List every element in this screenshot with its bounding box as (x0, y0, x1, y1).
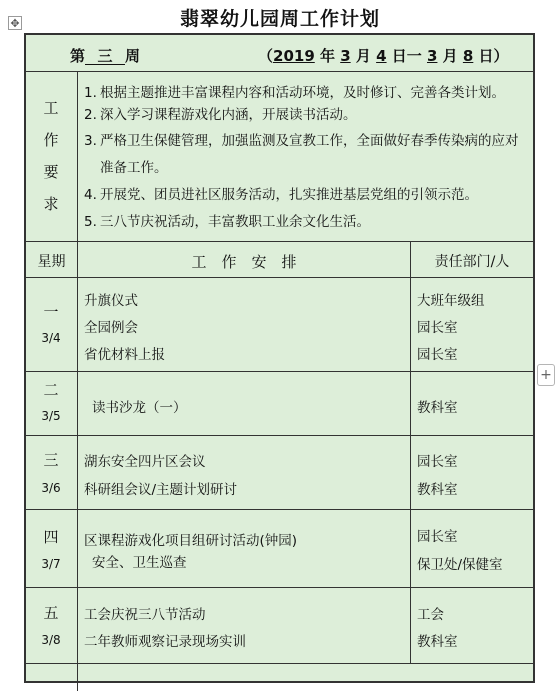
day-name: 四 (43, 528, 59, 546)
row-divider (26, 509, 533, 510)
task-item: 二年教师观察记录现场实训 (84, 634, 246, 650)
task-item: 湖东安全四片区会议 (84, 454, 206, 470)
requirement-item: 1. 根据主题推进丰富课程内容和活动环境，及时修订、完善各类计划。 (84, 85, 505, 101)
task-item: 区课程游戏化项目组研讨活动(钟园) (84, 533, 298, 549)
requirement-item: 4. 开展党、团员进社区服务活动，扎实推进基层党组的引领示范。 (84, 187, 478, 203)
requirement-item-continued: 准备工作。 (100, 160, 168, 176)
day-date: 3/6 (41, 481, 61, 495)
requirements-label-char: 要 (43, 163, 59, 181)
owner-item: 教科室 (417, 400, 458, 416)
day-name: 三 (43, 451, 59, 469)
task-item: 全园例会 (84, 320, 138, 336)
row-divider (26, 435, 533, 436)
day-date: 3/5 (41, 409, 61, 423)
day-name: 五 (43, 604, 59, 622)
requirement-item: 5. 三八节庆祝活动，丰富教职工业余文化生活。 (84, 214, 370, 230)
day-date: 3/4 (41, 331, 61, 345)
day-name: 二 (43, 381, 59, 399)
header-day: 星期 (37, 254, 66, 270)
requirement-item: 2. 深入学习课程游戏化内涵，开展读书活动。 (84, 107, 357, 123)
owner-item: 园长室 (417, 320, 458, 336)
row-divider (26, 587, 533, 588)
requirement-item: 3. 严格卫生保健管理，加强监测及宣教工作，全面做好春季传染病的应对 (84, 133, 519, 149)
column-divider (410, 241, 411, 663)
owner-item: 教科室 (417, 482, 458, 498)
task-item: 省优材料上报 (84, 347, 165, 363)
add-row-button[interactable]: + (537, 364, 555, 386)
requirements-label-char: 工 (43, 99, 59, 117)
day-date: 3/8 (41, 633, 61, 647)
task-item: 科研组会议/主题计划研讨 (84, 482, 238, 498)
plan-table (24, 33, 535, 683)
owner-item: 大班年级组 (417, 293, 485, 309)
row-divider (26, 371, 533, 372)
day-date: 3/7 (41, 557, 61, 571)
task-item: 安全、卫生巡查 (92, 555, 187, 571)
owner-item: 教科室 (417, 634, 458, 650)
row-divider (26, 241, 533, 242)
owner-item: 园长室 (417, 347, 458, 363)
owner-item: 工会 (417, 607, 444, 623)
row-divider (26, 277, 533, 278)
owner-item: 园长室 (417, 454, 458, 470)
column-divider (77, 71, 78, 691)
requirements-label-char: 求 (43, 195, 59, 213)
header-schedule: 工 作 安 排 (191, 253, 297, 271)
owner-item: 园长室 (417, 529, 458, 545)
task-item: 工会庆祝三八节活动 (84, 607, 206, 623)
header-owner: 责任部门/人 (434, 254, 510, 270)
day-name: 一 (43, 303, 59, 321)
task-item: 读书沙龙（一） (92, 400, 187, 416)
week-number: 第 三 周 (70, 47, 141, 65)
owner-item: 保卫处/保健室 (417, 557, 503, 573)
row-divider (26, 71, 533, 72)
document-title: 翡翠幼儿园周工作计划 (179, 8, 380, 30)
table-move-handle-icon[interactable]: ✥ (8, 16, 22, 30)
week-date-range: （2019 年 3 月 4 日一 3 月 8 日） (258, 47, 509, 65)
task-item: 升旗仪式 (84, 293, 138, 309)
requirements-label-char: 作 (43, 131, 59, 149)
row-divider (26, 663, 533, 664)
